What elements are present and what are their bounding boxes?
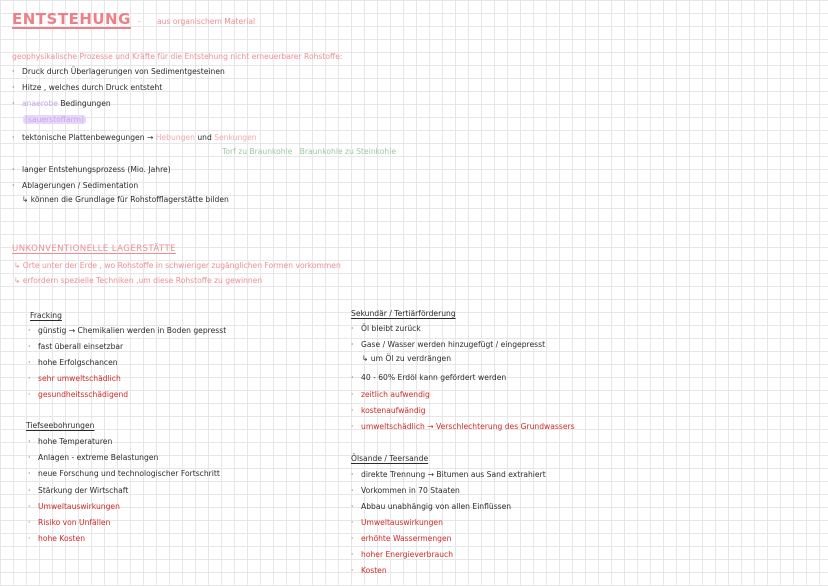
list-item: · hohe Kosten [28,534,86,543]
section-heading-fracking: Fracking [30,311,62,320]
list-item [12,165,171,175]
corner-arrow-icon: ↳ [22,195,29,204]
bullet-glyph: · [12,181,15,190]
bullet-text: Bedingungen [60,99,111,108]
bullet-text: tektonische Plattenbewegungen [22,133,145,142]
bullet-glyph: · [12,133,15,142]
bullet-glyph: · [351,566,354,575]
bullet-glyph: · [28,374,31,383]
list-item: · Öl bleibt zurück [351,324,421,333]
intro-text: geophysikalische Prozesse und Kräfte für die Entstehung nicht erneuerbarer Rohstoffe: [12,52,343,61]
bullet-glyph: · [28,342,31,351]
senkungen-term: Senkungen [214,133,257,142]
bullet-text: Hitze , welches durch Druck entsteht [22,83,163,92]
list-subitem [14,276,262,286]
page-title: ENTSTEHUNG [12,10,131,28]
bullet-glyph: · [351,406,354,415]
bullet-glyph: · [351,486,354,495]
bullet-text: Druck durch Überlagerungen von Sedimentgesteinen [22,67,225,76]
title-dash: - [138,17,141,26]
list-item: · fast überall einsetzbar [28,342,124,351]
bullet-glyph: · [351,470,354,479]
list-item [12,133,257,143]
list-item: · Stärkung der Wirtschaft [28,486,129,495]
corner-arrow-icon: ↳ [362,354,369,363]
list-item: · sehr umweltschädlich [28,374,121,383]
bullet-glyph: · [351,390,354,399]
bullet-glyph: · [12,67,15,76]
list-item: · erhöhte Wassermengen [351,534,452,543]
bullet-text: Ablagerungen / Sedimentation [22,181,139,190]
list-item: · direkte Trennung → Bitumen aus Sand extrahiert [351,470,546,479]
list-item: · Anlagen - extreme Belastungen [28,453,159,462]
bullet-glyph: · [351,373,354,382]
bullet-glyph: · [351,422,354,431]
bullet-glyph: · [351,534,354,543]
list-item: · zeitlich aufwendig [351,390,430,399]
und-text: und [197,133,212,142]
bullet-glyph: · [28,453,31,462]
list-item: · günstig → Chemikalien werden in Boden gepresst [28,326,227,335]
bullet-glyph: · [351,502,354,511]
bullet-glyph: · [28,326,31,335]
list-item [12,67,225,77]
list-item: · 40 - 60% Erdöl kann gefördert werden [351,373,507,382]
bullet-glyph: · [28,469,31,478]
list-item: · Vorkommen in 70 Staaten [351,486,460,495]
bullet-glyph: · [12,165,15,174]
list-item: · neue Forschung und technologischer Fortschritt [28,469,220,478]
bullet-glyph: · [351,550,354,559]
bullet-glyph: · [351,340,354,349]
list-subitem [22,195,229,205]
kohle-note: Torf zu Braunkohle Braunkohle zu Steinkohle [222,147,396,156]
subitem-text: erfordern spezielle Techniken ,um diese Rohstoffe zu gewinnen [22,276,263,285]
bullet-glyph: · [28,518,31,527]
section-heading-tiefsee: Tiefseebohrungen [26,421,95,430]
section-heading-oelsande: Ölsande / Teersande [351,454,429,463]
bullet-glyph: · [28,437,31,446]
list-subitem [14,261,341,271]
list-item: · hoher Energieverbrauch [351,550,454,559]
corner-arrow-icon: ↳ [14,276,21,285]
page-subtitle: aus organischem Material [157,17,256,26]
list-item [12,181,138,191]
bullet-glyph: · [12,83,15,92]
sauerstoffarm-note: (sauerstoffarm) [25,115,84,124]
list-item: · umweltschädlich → Verschlechterung des Grundwassers [351,422,575,431]
arrow-icon: → [146,133,154,142]
bullet-glyph: · [28,534,31,543]
list-item: · kostenaufwändig [351,406,426,415]
bullet-glyph: · [28,390,31,399]
bullet-glyph: · [12,99,15,108]
bullet-glyph: · [351,324,354,333]
subitem-text: können die Grundlage für Rohstofflagerstätte bilden [30,195,229,204]
list-item [12,83,162,93]
bullet-glyph: · [28,358,31,367]
list-item: · Umweltauswirkungen [28,502,120,511]
list-item: · Risiko von Unfällen [28,518,111,527]
hebungen-term: Hebungen [155,133,195,142]
anaerob-term: anaerobe [22,99,58,108]
list-item: · Abbau unabhängig von allen Einflüssen [351,502,512,511]
list-item: · hohe Temperaturen [28,437,113,446]
list-subitem: ↳ um Öl zu verdrängen [362,354,452,363]
list-item: · Gase / Wasser werden hinzugefügt / eingepresst [351,340,546,349]
section-heading-sekundaer: Sekundär / Tertiärförderung [351,309,456,318]
bullet-text: langer Entstehungsprozess (Mio. Jahre) [22,165,171,174]
bullet-glyph: · [28,486,31,495]
bullet-glyph: · [28,502,31,511]
corner-arrow-icon: ↳ [14,261,21,270]
list-item: · gesundheitsschädigend [28,390,129,399]
list-item: · Umweltauswirkungen [351,518,443,527]
list-item: · Kosten [351,566,387,575]
list-item [12,99,111,109]
subitem-text: Orte unter der Erde , wo Rohstoffe in schwieriger zugänglichen Formen vorkommen [22,261,341,270]
list-item: · hohe Erfolgschancen [28,358,118,367]
section-heading-unkonventionell: UNKONVENTIONELLE LAGERSTÄTTE [12,244,176,254]
bullet-glyph: · [351,518,354,527]
